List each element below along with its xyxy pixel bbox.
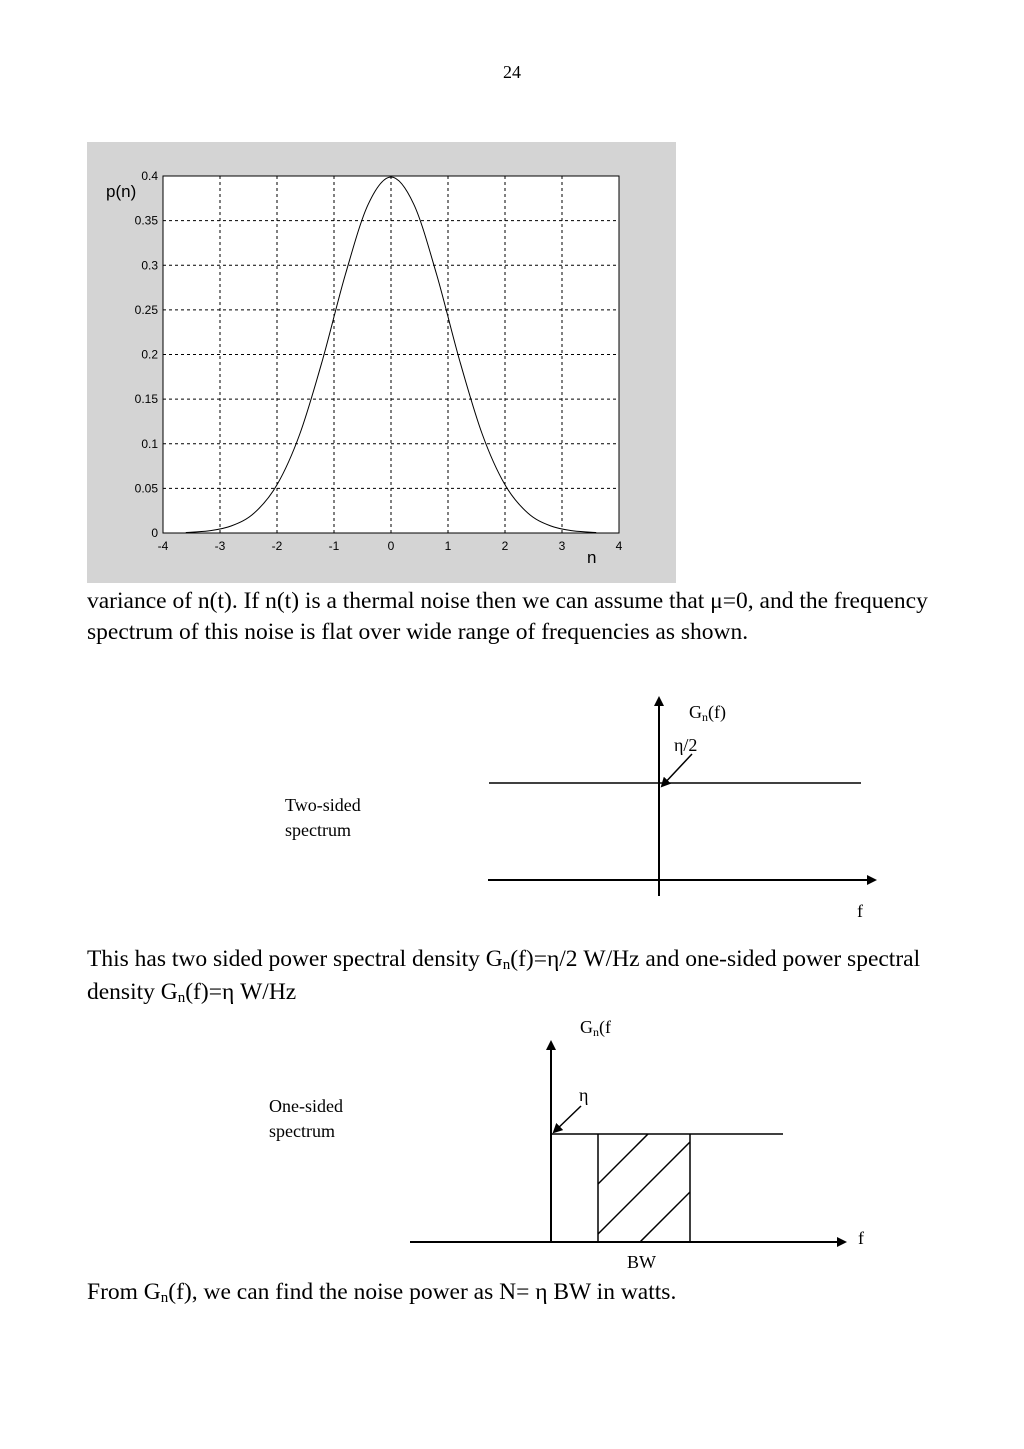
x-tick-label: 0 xyxy=(387,539,395,553)
eta-label: η xyxy=(579,1085,589,1105)
x-axis-title: n xyxy=(587,548,597,567)
y-tick-label: 0.15 xyxy=(134,392,158,407)
y-tick-label: 0.1 xyxy=(141,436,158,451)
y-tick-labels xyxy=(135,169,159,540)
paragraph-variance: variance of n(t). If n(t) is a thermal noise then we can assume that μ=0, and the frequency spectrum of this noise is flat over wide range of frequencies as shown. xyxy=(87,588,928,645)
paragraph-psd: This has two sided power spectral density $G_n(f)=\eta/2$ W/Hz and one-sided power spectral density $G_n(f)=\eta$ W/Hz xyxy=(87,946,921,1006)
gaussian-plot xyxy=(87,142,676,583)
x-tick-label: -1 xyxy=(328,539,340,553)
x-tick-label: 2 xyxy=(501,539,509,553)
x-tick-label: 1 xyxy=(444,539,452,553)
two-sided-spectrum-diagram xyxy=(0,690,1024,930)
page-number: 24 xyxy=(503,62,521,82)
two-sided-label-line2: spectrum xyxy=(285,820,351,840)
y-tick-label: 0.25 xyxy=(134,302,158,317)
y-tick-label: 0.2 xyxy=(141,347,158,362)
f-axis-label: f xyxy=(857,901,863,921)
x-tick-labels xyxy=(158,539,623,553)
x-tick-label: -2 xyxy=(271,539,283,553)
x-tick-label: -3 xyxy=(214,539,226,553)
level-pointer-arrow xyxy=(662,754,692,786)
bw-label: BW xyxy=(627,1252,656,1272)
one-sided-spectrum-diagram xyxy=(0,1012,1024,1274)
y-tick-label: 0.05 xyxy=(134,481,158,496)
y-tick-label: 0.35 xyxy=(134,213,158,228)
gn-f-label: Gn(f) xyxy=(689,702,726,724)
y-tick-label: 0.4 xyxy=(141,169,158,183)
eta-half-label: η/2 xyxy=(674,735,698,755)
y-tick-label: 0 xyxy=(151,526,158,540)
two-sided-label-line1: Two-sided xyxy=(285,795,361,815)
gn-f-label: Gn(f xyxy=(580,1017,611,1039)
x-tick-label: 3 xyxy=(558,539,566,553)
one-sided-label-line1: One-sided xyxy=(269,1096,343,1116)
x-tick-label: 4 xyxy=(615,539,623,553)
paragraph-noise-power: From $G_n(f)$, we can find the noise power as N= η BW in watts. xyxy=(87,1279,677,1306)
y-axis-title: p(n) xyxy=(106,182,137,201)
y-tick-label: 0.3 xyxy=(141,258,158,273)
gaussian-plot-panel xyxy=(87,142,676,583)
f-axis-label: f xyxy=(858,1228,864,1248)
x-tick-label: -4 xyxy=(157,539,169,553)
one-sided-label-line2: spectrum xyxy=(269,1121,335,1141)
level-pointer-arrow xyxy=(554,1106,581,1132)
